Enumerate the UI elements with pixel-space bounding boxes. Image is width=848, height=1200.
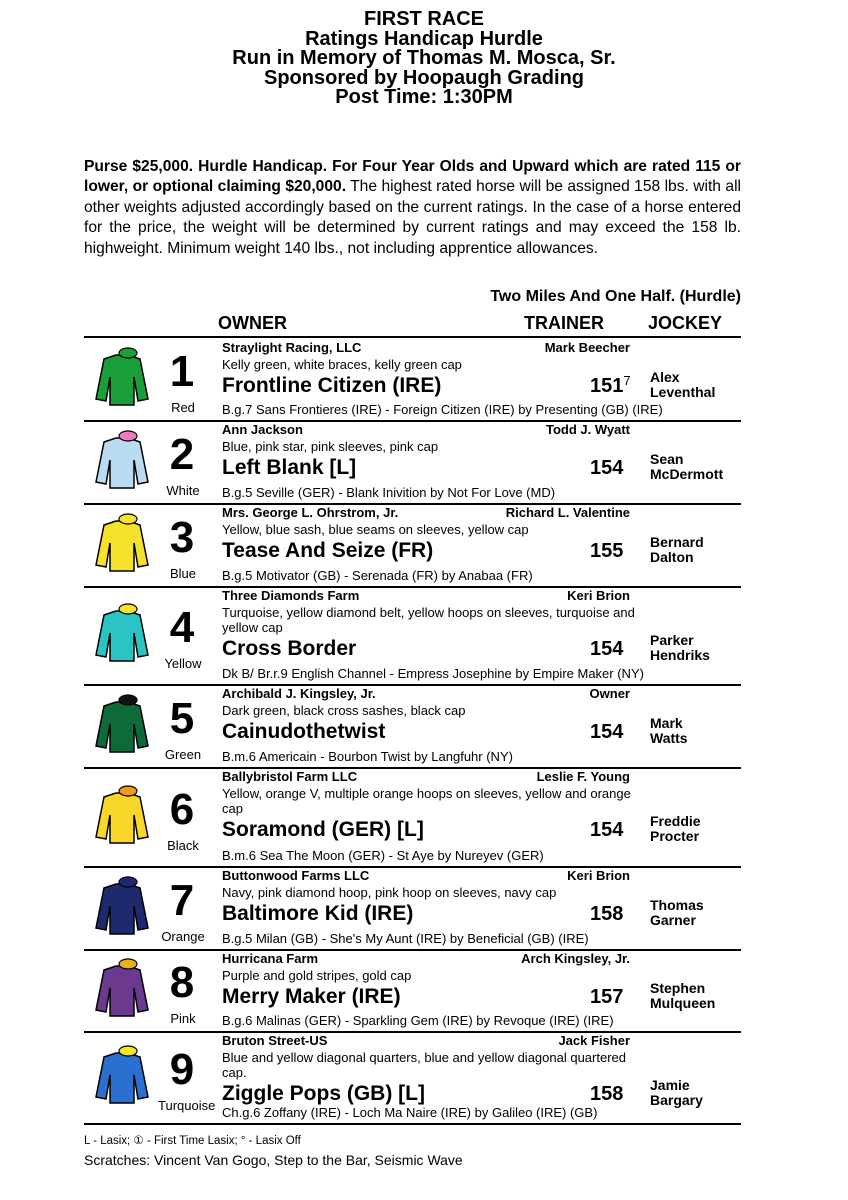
jockey-last-name: Procter <box>650 828 700 844</box>
weight-value: 151 <box>590 375 624 397</box>
jockey-silks-icon <box>86 513 158 575</box>
program-number: 7 <box>169 875 195 925</box>
pedigree: B.g.5 Milan (GB) - She's My Aunt (IRE) by Beneficial (GB) (IRE) <box>222 931 589 946</box>
owner-column-header: OWNER <box>218 313 287 333</box>
pedigree: Ch.g.6 Zoffany (IRE) - Loch Ma Naire (IRE) by Galileo (IRE) (GB) <box>222 1105 598 1120</box>
jockey-last-name: Leventhal <box>650 384 716 400</box>
owner-name: Ann Jackson <box>222 422 303 437</box>
horse-name: Left Blank [L] <box>222 456 357 479</box>
weight <box>590 903 623 926</box>
silks-description: Blue and yellow diagonal quarters, blue and yellow diagonal quartered cap. <box>222 1050 626 1080</box>
jockey-silks-icon <box>86 694 158 756</box>
horse-name: Merry Maker (IRE) <box>222 985 401 1008</box>
entry-row <box>84 1032 741 1124</box>
owner-name: Buttonwood Farms LLC <box>222 868 370 883</box>
conditions-text: The highest rated horse will be assigned 158 lbs. with all other weights adjusted accordingly based on the current ratings. In the case of a horse entered for the price, the weight will be determined by current ratings and may exceed the 158 lb. highweight. Minimum weight 140 lbs., not including apprentice allowances. <box>84 178 741 257</box>
saddle-cloth-color: Yellow <box>164 656 202 671</box>
saddle-cloth-color: Red <box>171 400 195 415</box>
saddle-cloth-color: Orange <box>161 928 205 944</box>
entry-row <box>84 339 741 421</box>
weight <box>590 819 623 842</box>
race-conditions <box>84 157 741 259</box>
purse-text: Purse $25,000. Hurdle Handicap. For Four Year Olds and Upward which are rated 115 or lower, or optional claiming $20,000. <box>84 158 741 196</box>
jockey-first-name: Freddie <box>650 813 701 829</box>
weight <box>590 375 631 398</box>
trainer-name: Richard L. Valentine <box>505 505 630 520</box>
weight-value: 158 <box>590 1083 624 1105</box>
entry-divider <box>84 1123 741 1125</box>
entry-row <box>84 950 741 1032</box>
entry-row <box>84 504 741 587</box>
horse-name: Frontline Citizen (IRE) <box>222 374 442 397</box>
lasix-legend: L - Lasix; ① - First Time Lasix; ° - Lasix Off <box>84 1135 301 1147</box>
horse-name: Cainudothetwist <box>222 720 386 743</box>
program-number: 8 <box>169 958 195 1007</box>
pedigree: B.g.6 Malinas (GER) - Sparkling Gem (IRE) by Revoque (IRE) (IRE) <box>222 1013 614 1028</box>
jockey-last-name: Watts <box>650 730 688 746</box>
race-number: FIRST RACE <box>364 8 484 30</box>
jockey-last-name: Mulqueen <box>650 995 716 1011</box>
jockey-first-name: Sean <box>650 451 684 467</box>
weight <box>590 457 623 480</box>
jockey-first-name: Mark <box>650 715 683 731</box>
jockey-first-name: Parker <box>650 632 694 648</box>
saddle-cloth-color: Blue <box>169 565 197 581</box>
program-number: 5 <box>169 693 195 743</box>
saddle-cloth-color: Black <box>167 837 199 853</box>
saddle-cloth-color: Turquoise <box>158 1098 216 1113</box>
trainer-column-header: TRAINER <box>524 313 604 333</box>
jockey-last-name: Bargary <box>650 1092 703 1108</box>
trainer-name: Mark Beecher <box>544 340 630 355</box>
header-divider <box>84 336 741 338</box>
jockey-first-name: Alex <box>650 369 680 385</box>
horse-name: Cross Border <box>222 637 357 660</box>
jockey-first-name: Thomas <box>650 897 704 913</box>
jockey-name <box>650 898 740 928</box>
post-time: Post Time: 1:30PM <box>335 86 513 108</box>
jockey-silks-icon <box>86 876 158 938</box>
race-sponsor: Sponsored by Hoopaugh Grading <box>264 66 584 89</box>
entry-row <box>84 867 741 950</box>
jockey-silks-icon <box>86 1045 158 1107</box>
owner-name: Mrs. George L. Ohrstrom, Jr. <box>222 505 399 520</box>
saddle-cloth-color: White <box>166 482 200 498</box>
silks-description: Dark green, black cross sashes, black cap <box>222 703 466 718</box>
jockey-last-name: McDermott <box>650 466 724 482</box>
weight <box>590 1083 623 1106</box>
horse-name: Tease And Seize (FR) <box>222 539 434 562</box>
weight-value: 157 <box>590 986 624 1008</box>
silks-description: Turquoise, yellow diamond belt, yellow hoops on sleeves, turquoise and yellow cap <box>222 605 635 635</box>
jockey-name <box>650 535 740 565</box>
race-distance: Two Miles And One Half. (Hurdle) <box>490 288 741 305</box>
saddle-cloth-color: Green <box>164 746 202 762</box>
pedigree: B.m.6 Americain - Bourbon Twist by Langfuhr (NY) <box>222 749 513 764</box>
weight-value: 154 <box>590 638 624 660</box>
trainer-name: Owner <box>589 686 630 701</box>
weight <box>590 638 623 661</box>
jockey-last-name: Garner <box>650 912 696 928</box>
entry-row <box>84 421 741 504</box>
pedigree: B.g.7 Sans Frontieres (IRE) - Foreign Citizen (IRE) by Presenting (GB) (IRE) <box>222 402 663 417</box>
owner-name: Three Diamonds Farm <box>222 588 360 603</box>
program-number: 4 <box>169 603 195 652</box>
pedigree: B.m.6 Sea The Moon (GER) - St Aye by Nureyev (GER) <box>222 848 544 863</box>
entry-row <box>84 587 741 685</box>
owner-name: Archibald J. Kingsley, Jr. <box>222 686 376 701</box>
owner-name: Hurricana Farm <box>222 951 319 966</box>
jockey-last-name: Hendriks <box>650 647 710 663</box>
silks-description: Blue, pink star, pink sleeves, pink cap <box>222 439 439 454</box>
silks-description: Yellow, orange V, multiple orange hoops on sleeves, yellow and orange cap <box>222 786 631 816</box>
pedigree: B.g.5 Seville (GER) - Blank Inivition by Not For Love (MD) <box>222 485 556 500</box>
horse-name: Ziggle Pops (GB) [L] <box>222 1082 425 1105</box>
pedigree: B.g.5 Motivator (GB) - Serenada (FR) by Anabaa (FR) <box>222 568 533 583</box>
jockey-first-name: Jamie <box>650 1077 690 1093</box>
owner-name: Bruton Street-US <box>222 1033 328 1048</box>
program-number: 1 <box>169 347 195 396</box>
jockey-column-header: JOCKEY <box>648 313 723 333</box>
weight-value: 154 <box>590 457 624 479</box>
jockey-name <box>650 370 740 400</box>
race-name: Ratings Handicap Hurdle <box>305 27 543 50</box>
horse-name: Baltimore Kid (IRE) <box>222 902 414 925</box>
trainer-name: Leslie F. Young <box>536 769 630 784</box>
silks-description: Kelly green, white braces, kelly green cap <box>222 357 462 372</box>
jockey-silks-icon <box>86 603 158 665</box>
silks-description: Purple and gold stripes, gold cap <box>222 968 412 983</box>
owner-name: Ballybristol Farm LLC <box>222 769 358 784</box>
jockey-silks-icon <box>86 347 158 409</box>
jockey-name <box>650 716 740 746</box>
trainer-name: Keri Brion <box>567 868 630 883</box>
silks-description: Navy, pink diamond hoop, pink hoop on sleeves, navy cap <box>222 885 557 900</box>
entry-row <box>84 685 741 768</box>
program-number: 2 <box>169 429 195 479</box>
weight <box>590 540 623 563</box>
jockey-name <box>650 1078 740 1108</box>
weight-value: 154 <box>590 819 624 841</box>
trainer-name: Jack Fisher <box>558 1033 630 1048</box>
weight <box>590 721 623 744</box>
race-header <box>0 10 848 108</box>
race-memorial: Run in Memory of Thomas M. Mosca, Sr. <box>232 47 616 69</box>
silks-description: Yellow, blue sash, blue seams on sleeves, yellow cap <box>222 522 529 537</box>
weight <box>590 986 623 1009</box>
program-number: 6 <box>169 784 195 834</box>
jockey-last-name: Dalton <box>650 549 694 565</box>
jockey-silks-icon <box>86 958 158 1020</box>
weight-value: 158 <box>590 903 624 925</box>
owner-name: Straylight Racing, LLC <box>222 340 362 355</box>
pedigree: Dk B/ Br.r.9 English Channel - Empress Josephine by Empire Maker (NY) <box>222 666 644 681</box>
program-number: 3 <box>169 512 195 562</box>
jockey-silks-icon <box>86 430 158 492</box>
jockey-first-name: Bernard <box>650 534 704 550</box>
horse-name: Soramond (GER) [L] <box>222 818 424 841</box>
entry-row <box>84 768 741 867</box>
weight-value: 155 <box>590 540 624 562</box>
jockey-name <box>650 452 740 482</box>
trainer-name: Arch Kingsley, Jr. <box>521 951 630 966</box>
jockey-name <box>650 633 740 663</box>
program-number: 9 <box>169 1045 195 1094</box>
trainer-name: Keri Brion <box>567 588 630 603</box>
weight-allowance: 7 <box>623 373 631 388</box>
jockey-name <box>650 814 740 844</box>
saddle-cloth-color: Pink <box>170 1011 196 1026</box>
scratches: Scratches: Vincent Van Gogo, Step to the Bar, Seismic Wave <box>84 1152 463 1168</box>
trainer-name: Todd J. Wyatt <box>545 422 630 437</box>
weight-value: 154 <box>590 721 624 743</box>
jockey-name <box>650 981 740 1011</box>
jockey-first-name: Stephen <box>650 980 706 996</box>
jockey-silks-icon <box>86 785 158 847</box>
